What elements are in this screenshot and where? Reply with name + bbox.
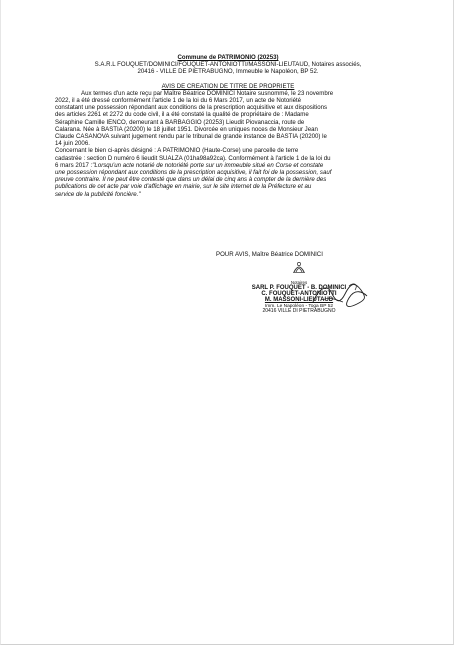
stamp-address-1: Imm. Le Napoléon - Toga BP 52 <box>264 303 334 309</box>
law-reference: 6 mars 2017 : <box>55 161 93 169</box>
commune-heading: Commune de PATRIMONIO (20253) <box>177 54 279 61</box>
stamp-name-3: M. MASSONI-LIEUTAUD <box>264 297 334 304</box>
notice-content <box>55 54 401 198</box>
property-line: cadastrée : section D numéro 6 lieudit SUALZA (01ha98a92ca). Conformément à l'article 1 de la loi du <box>55 154 331 162</box>
handwritten-signature-icon <box>309 278 371 312</box>
law-quote-line: publications de cet acte par voie d'affichage en mairie, sur le site internet de la Préfecture et au <box>55 183 312 191</box>
deed-line: Calarana. Née à BASTIA (20200) le 18 juillet 1951. Divorcée en uniques noces de Monsieur Jean <box>55 125 318 133</box>
notice-title: AVIS DE CREATION DE TITRE DE PROPRIETE <box>161 82 295 90</box>
law-quote-start: "Lorsqu'un acte notarié de notoriété porte sur un immeuble situé en Corse et constate <box>92 161 324 169</box>
deed-line: 14 juin 2006. <box>55 140 90 148</box>
notary-firm-line: S.A.R.L FOUQUET/DOMINICI/FOUQUET-ANTONIOTTI/MASSONI-LIEUTAUD, Notaires associés, <box>94 61 362 69</box>
stamp-name-1: SARL P. FOUQUET - B. DOMINICI <box>251 285 347 291</box>
property-line: Concernant le bien ci-après désigné : A PATRIMONIO (Haute-Corse) une parcelle de terre <box>55 147 299 155</box>
deed-line: Aux termes d'un acte reçu par Maître Béatrice DOMINICI Notaire susnommé, le 23 novembre <box>81 89 334 97</box>
notaires-logo-icon <box>286 260 312 274</box>
closing-signature-line: POUR AVIS, Maître Béatrice DOMINICI <box>216 251 323 258</box>
paragraph-deed <box>55 90 401 148</box>
stamp-notaires-label: Notaires <box>290 280 308 285</box>
paragraph-property <box>55 147 401 197</box>
stamp-name-2: C. FOUQUET-ANTONIOTTI <box>261 291 337 298</box>
law-quote-line: service de la publicité foncière." <box>55 190 141 198</box>
deed-line: des articles 2261 et 2272 du code civil, il a été constaté la qualité de propriétaire de : Madame <box>55 111 309 119</box>
stamp-address-2: 20416 VILLE DI PIETRABUGNO <box>262 308 336 315</box>
notary-address-line: 20416 - VILLE DE PIETRABUGNO, Immeuble le Napoléon, BP 52. <box>137 68 319 76</box>
law-quote-line: preuve contraire. Il ne peut être contesté que dans un délai de cinq ans à compter de la dernière des <box>55 176 327 184</box>
deed-line: 2022, il a été dressé conformément l'article 1 de la loi du 6 Mars 2017, un acte de Notoriété <box>55 97 302 105</box>
deed-line: Claude CASANOVA suivant jugement rendu par le tribunal de grande instance de BASTIA (20200) le <box>55 133 327 141</box>
deed-line: constatant une possession répondant aux conditions de la prescription acquisitive et aux dispositions <box>55 104 328 112</box>
law-quote-line: une possession répondant aux conditions de la prescription acquisitive, il fait foi de la possession, sauf <box>55 169 332 177</box>
property-line-with-quote <box>55 162 401 169</box>
deed-line: Séraphine Camille IENCO, demeurant à BARBAGGIO (20253) Lieudit Piovanaccia, route de <box>55 118 305 126</box>
